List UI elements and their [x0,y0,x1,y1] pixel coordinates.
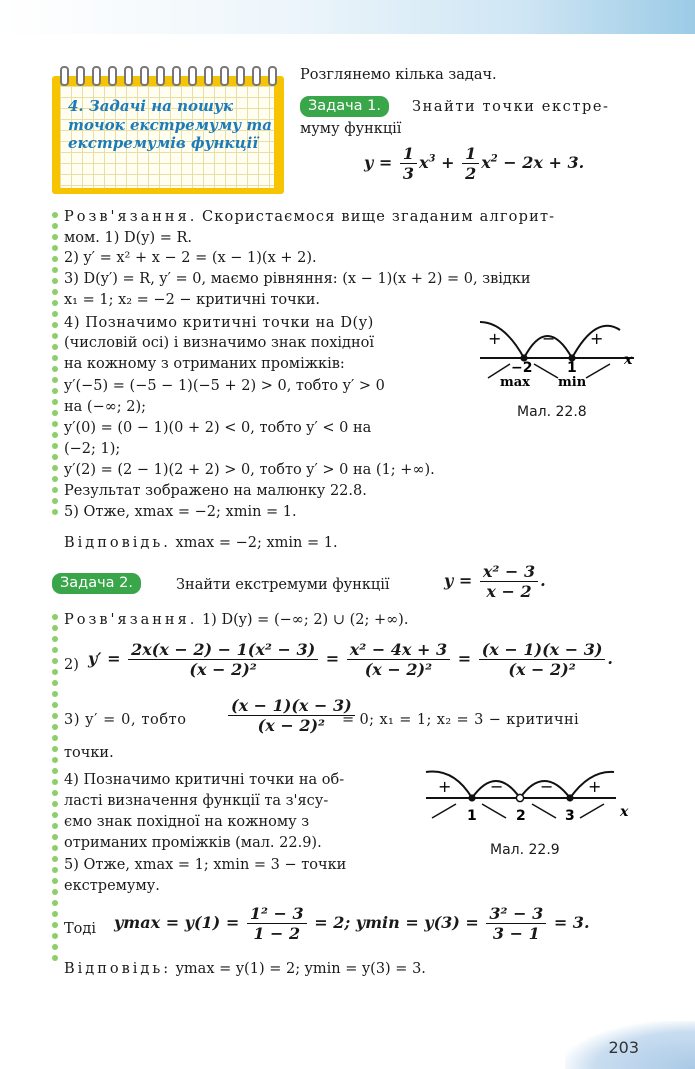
fig2-sign: + [438,777,452,796]
task1-solution-head: Розв'язання. [64,209,198,225]
task1-line: 5) Отже, xmax = −2; xmin = 1. [64,504,297,520]
frac-den: (x − 2)² [508,660,576,679]
fig1-sign: + [590,329,604,348]
figure-22-9 [420,766,640,836]
fig2-point [566,794,573,801]
task2-label: Задача 2. [52,573,141,594]
task2-line: 4) Позначимо критичні точки на об- [64,772,345,788]
intro-text: Розглянемо кілька задач. [300,67,497,83]
fig2-sign: − [490,777,504,796]
fig2-point [468,794,475,801]
task2-step3-suffix: = 0; x₁ = 1; x₂ = 3 − критичні [342,712,580,728]
frac-num: 2x(x − 2) − 1(x² − 3) [128,640,318,660]
task1-line: y′(0) = (0 − 1)(0 + 2) < 0, тобто y′ < 0 на [64,420,372,436]
figure-22-9-caption: Мал. 22.9 [490,842,560,858]
frac-num: 1² − 3 [247,904,307,924]
fig1-arrow [534,364,558,378]
task2-solution-line0 [64,611,408,629]
task2-step3-prefix: 3) y′ = 0, тобто [64,712,187,728]
fig1-arrow [586,364,610,378]
top-decorative-band [0,0,695,34]
then-end: = 3. [553,913,590,932]
fig2-arrow [432,804,456,818]
fig1-point-label: −2 [511,360,533,376]
fig1-sign: + [488,329,502,348]
task2-line: ємо знак похідної на кожному з [64,814,310,830]
fig1-max-label: max [500,375,530,390]
fig2-point-label: 1 [467,808,477,824]
task2-line: 5) Отже, xmax = 1; xmin = 3 − точки [64,857,347,873]
task2-line: ласті визначення функції та з'ясу- [64,793,329,809]
task1-formula: y = $\frac{1}{3}$ $x^3$ + $\frac{1}{2}$ $x^2 - 2x + 3$. [364,144,585,183]
fig2-point-label: 3 [565,808,575,824]
task1-line: 4) Позначимо критичні точки на D(y) [64,315,374,331]
task1-line: (числовій осі) і визначимо знак похідної [64,335,375,351]
fig1-point-label: 1 [567,360,577,376]
task1-line: на (−∞; 2); [64,399,147,415]
task1-answer [64,534,338,552]
task1-line: y′(−5) = (−5 − 1)(−5 + 2) > 0, тобто y′ > 0 [64,378,385,394]
fig2-point-label: 2 [516,808,526,824]
fig2-arrow [532,804,556,818]
task1-dots [52,212,60,520]
frac-den: (x − 2)² [189,660,257,679]
task1-answer-label: Відповідь. [64,535,171,551]
task2-then-formula [114,904,590,943]
task1-line: x₁ = 1; x₂ = −2 − критичні точки. [64,292,321,308]
fig1-sign: − [542,329,556,348]
task2-answer [64,960,426,978]
task1-label: Задача 1. [300,96,389,117]
fig2-axis-label: x [620,804,629,820]
task2-step3-cont: точки. [64,745,114,761]
task2-formula-lhs: y = [444,571,473,590]
task1-answer-value: xmax = −2; xmin = 1. [175,535,338,551]
task1-line: (−2; 1); [64,441,121,457]
task2-formula: y = $\frac{\text{x² − 3}}{x - 2}$ . [444,562,546,601]
task2-step2-formula: y′ = $\frac{\text{2x(x − 2) − 1(x² − 3)}}{\text{(x − 2)²}}$ = $\frac{\text{x² − 4x + 3}}{\text{(x − 2)²}}$ = $\frac{(x - 1)(x - 3)}{\text{(x − 2)²}}$ . [88,640,613,679]
task1-line: y′(2) = (2 − 1)(2 + 2) > 0, тобто y′ > 0 на (1; +∞). [64,462,435,478]
frac-den: (x − 2)² [257,716,326,735]
task2-step2-prefix: 2) [64,657,79,673]
task2-answer-label: Відповідь: [64,961,172,977]
page-number: 203 [608,1038,639,1057]
section-title: 4. Задачі на пошук точок екстремуму та екстремумів функції [68,97,272,152]
task1-line: мом. 1) D(y) = R. [64,230,193,246]
fig2-arrow [482,804,506,818]
notebook-rings [58,66,280,84]
fig1-axis-label: x [624,352,633,368]
task2-solution-head: Розв'язання. [64,612,198,628]
task2-answer-value: ymax = y(1) = 2; ymin = y(3) = 3. [175,961,426,977]
task2-line: отриманих проміжків (мал. 22.9). [64,835,322,851]
figure-22-8-caption: Мал. 22.8 [517,404,587,420]
page-number-badge [565,1021,695,1069]
frac-den: 1 − 2 [253,924,301,943]
task1-text-line2: муму функції [300,121,402,137]
frac-num: 3² − 3 [486,904,546,924]
task1-line: Результат зображено на малюнку 22.8. [64,483,367,499]
then-ymax: ymax = y(1) = [114,913,240,932]
task2-solution-first: 1) D(y) = (−∞; 2) ∪ (2; +∞). [201,612,409,628]
task2-then-prefix: Тоді [64,921,96,937]
task2-text: Знайти екстремуми функції [176,577,390,593]
frac-num: (x − 1)(x − 3) [228,696,355,716]
then-mid: = 2; ymin = y(3) = [314,913,479,932]
frac-num: (x − 1)(x − 3) [479,640,606,660]
task2-formula-num: x² − 3 [480,562,538,582]
frac-den: (x − 2)² [364,660,433,679]
fig2-sign: − [540,777,554,796]
fig1-arc [480,322,524,358]
task1-line: 3) D(y′) = R, y′ = 0, маємо рівняння: (x − 1)(x + 2) = 0, звідки [64,271,531,287]
frac-num: x² − 4x + 3 [347,640,450,660]
task1-line: на кожному з отриманих проміжків: [64,356,345,372]
task2-step2-lhs: y′ = [88,649,121,668]
fig1-min-label: min [558,375,587,390]
task2-dots [52,614,60,966]
task2-step3-formula [226,696,357,735]
frac-den: 3 − 1 [492,924,540,943]
task1-line: 2) y′ = x² + x − 2 = (x − 1)(x + 2). [64,250,317,266]
task1-text-line1: Знайти точки екстре- [412,99,610,115]
fig2-arrow [580,804,604,818]
fig2-sign: + [588,777,602,796]
fig2-hole [516,794,523,801]
task1-solution-line0 [64,208,555,226]
task1-solution-first: Скористаємося вище згаданим алгорит- [201,209,556,225]
task2-formula-den: x − 2 [486,582,532,601]
task2-line: екстремуму. [64,878,160,894]
